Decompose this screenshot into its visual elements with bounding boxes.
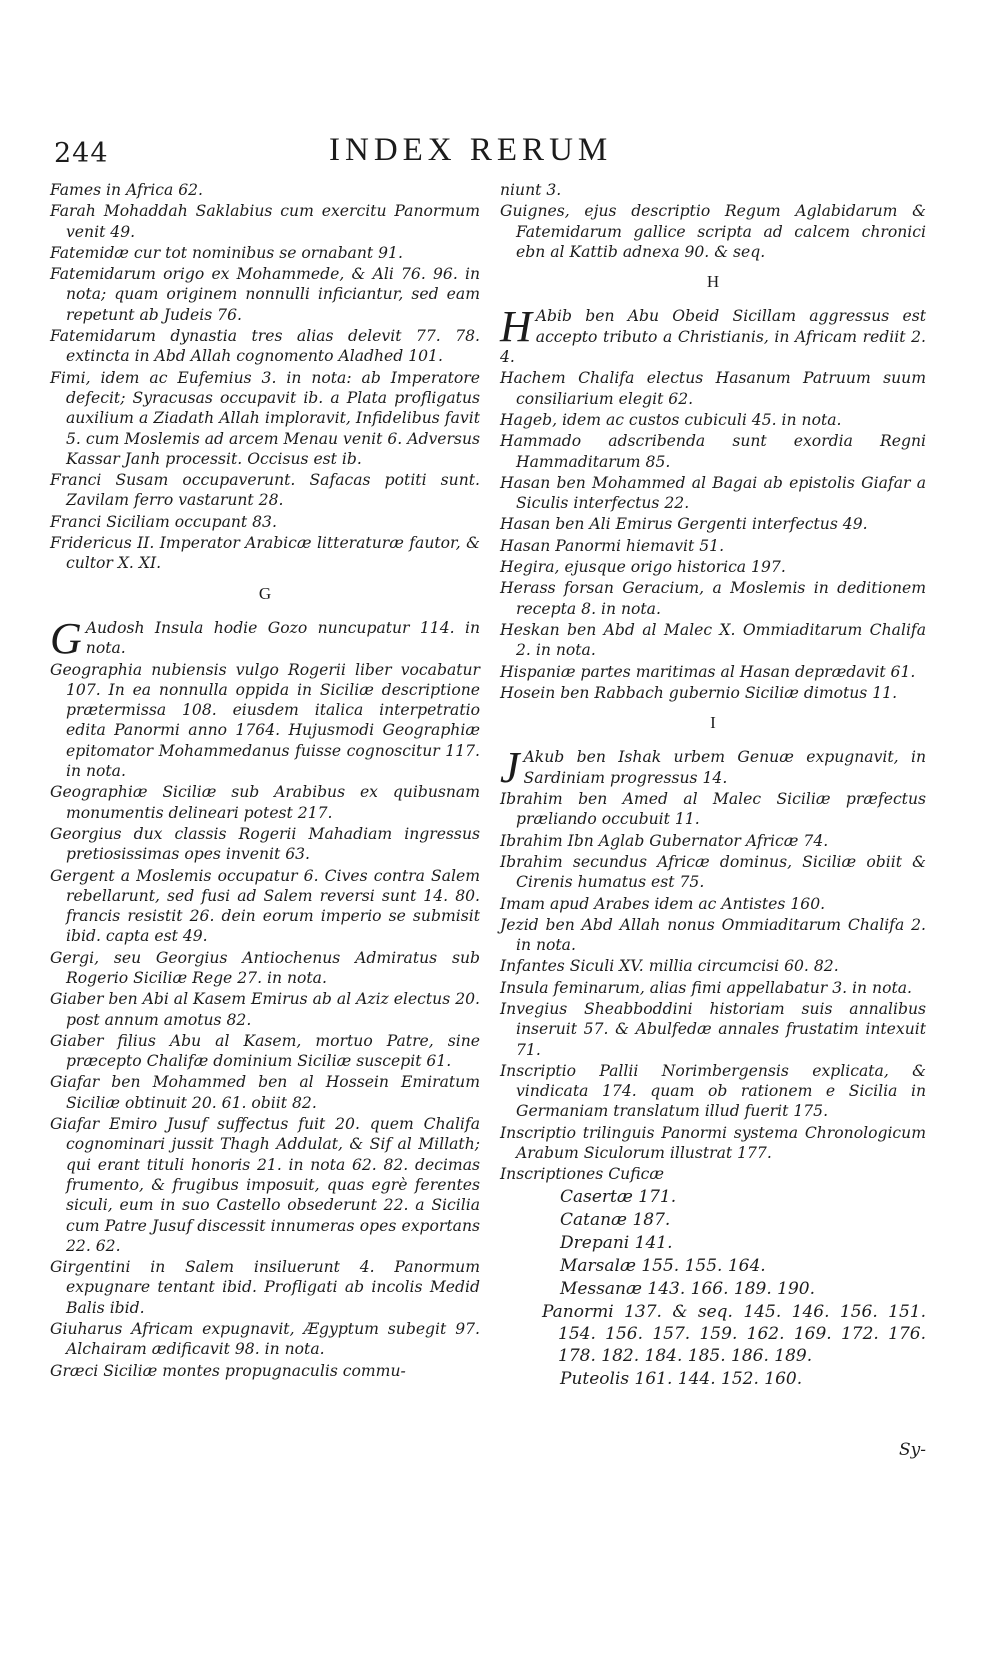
catchword: Sy-: [899, 1440, 926, 1460]
drop-cap: J: [500, 743, 520, 793]
right-column: [500, 180, 926, 1391]
index-entry-first-i: [500, 743, 926, 793]
section-g-continued: [500, 180, 926, 262]
index-entry-first-h: [500, 302, 926, 367]
index-entry: Inscriptio trilinguis Panormi systema Chronologicum Arabum Siculorum illustrat 177.: [500, 1123, 926, 1163]
index-entry: Fimi, idem ac Eufemius 3. in nota: ab Imperatore defecit; Syracusas occupavit ib. a Plata profligatus auxilium a Ziadath Allah imploravit, Infidelibus favit 5. cum Moslemis ad arcem Menau venit 6. Adversus Kassar Janh processit. Occisus est ib.: [50, 368, 480, 468]
section-f-entries: [50, 180, 480, 574]
index-entry: Franci Susam occupaverunt. Safacas potiti sunt. Zavilam ferro vastarunt 28.: [50, 471, 480, 510]
drop-cap: H: [500, 302, 532, 352]
page-header: [54, 132, 954, 176]
index-entry: Ibrahim secundus Africæ dominus, Siciliæ obiit & Cirenis humatus est 75.: [500, 852, 926, 892]
entry-text: Audosh Insula hodie Gozo nuncupatur 114. in nota.: [85, 618, 480, 658]
sub-entry: Puteolis 161. 144. 152. 160.: [560, 1368, 803, 1389]
index-entry: Geographia nubiensis vulgo Rogerii liber vocabatur 107. In ea nonnulla oppida in Siciliæ descriptione prætermissa 108. eiusdem italica interpetratio edita Panormi anno 1764. Hujusmodi Geographiæ epitomator Mohammedanus fuisse cognoscitur 117. in nota.: [50, 660, 480, 781]
index-entry: Hasan ben Mohammed al Bagai ab epistolis Giafar a Siculis interfectus 22.: [500, 473, 926, 513]
section-letter-h: H: [706, 272, 720, 292]
section-h-entries: [500, 368, 926, 703]
index-entry: Giafar Emiro Jusuf suffectus fuit 20. quem Chalifa cognominari jussit Thagh Addulat, & Sif al Millath; qui erant tituli honoris 21. in nota 62. 82. decimas frumento, & frugibus imposuit, quas egrè ferentes siculi, eum in suo Castello obsederunt 22. a Sicilia cum Patre Jusuf discessit innumeras opes exportans 22. 62.: [50, 1115, 480, 1255]
index-entry: Hageb, idem ac custos cubiculi 45. in nota.: [500, 410, 842, 429]
index-entry: Gergi, seu Georgius Antiochenus Admiratus sub Rogerio Siciliæ Rege 27. in nota.: [50, 948, 480, 987]
index-entry: Giaber ben Abi al Kasem Emirus ab al Aziz electus 20. post annum amotus 82.: [50, 990, 480, 1029]
index-entry: Fridericus II. Imperator Arabicæ litteraturæ fautor, & cultor X. XI.: [50, 534, 480, 573]
index-entry: Invegius Sheabboddini historiam suis annalibus inseruit 57. & Abulfedæ annales frustatim intexuit 71.: [500, 999, 926, 1059]
sub-entry: Marsalæ 155. 155. 164.: [560, 1255, 766, 1276]
sub-entry: Messanæ 143. 166. 189. 190.: [560, 1278, 815, 1299]
index-entry: Hegira, ejusque origo historica 197.: [500, 558, 786, 577]
index-entry: Guignes, ejus descriptio Regum Aglabidarum & Fatemidarum gallice scripta ad calcem chronici ebn al Kattib adnexa 90. & seq.: [500, 202, 926, 261]
page-number: 244: [54, 138, 109, 169]
index-entry: Jezid ben Abd Allah nonus Ommiaditarum Chalifa 2. in nota.: [500, 915, 926, 955]
drop-cap: G: [50, 613, 82, 663]
section-letter-g: G: [258, 583, 272, 603]
entry-text: Abib ben Abu Obeid Sicillam aggressus est accepto tributo a Christianis, in Africam rediit 2. 4.: [500, 307, 926, 367]
index-entry: Gergent a Moslemis occupatur 6. Cives contra Salem rebellarunt, sed fusi ad Salem reversi sunt 14. 80. francis resistit 26. dein eorum imperio se submisit ibid. capta est 49.: [50, 866, 480, 946]
index-entry: Hasan ben Ali Emirus Gergenti interfectus 49.: [500, 515, 868, 534]
index-entry: Franci Siciliam occupant 83.: [50, 512, 277, 531]
index-entry: Hasan Panormi hiemavit 51.: [500, 536, 725, 555]
index-entry: Infantes Siculi XV. millia circumcisi 60. 82.: [500, 957, 839, 976]
index-entry: Farah Mohaddah Saklabius cum exercitu Panormum venit 49.: [50, 202, 480, 241]
sub-entry: Panormi 137. & seq. 145. 146. 156. 151. 154. 156. 157. 159. 162. 169. 172. 176. 178. 182. 184. 185. 186. 189.: [542, 1301, 926, 1366]
index-entry: Hammado adscribenda sunt exordia Regni Hammaditarum 85.: [500, 432, 926, 471]
index-entry: Giuharus Africam expugnavit, Ægyptum subegit 97. Alchairam ædificavit 98. in nota.: [50, 1320, 480, 1359]
index-entry: Georgius dux classis Rogerii Mahadiam ingressus pretiosissimas opes invenit 63.: [50, 824, 480, 864]
index-entry: Insula feminarum, alias fimi appellabatur 3. in nota.: [500, 978, 912, 997]
section-i-entries: [500, 789, 926, 1185]
sub-entry: Casertæ 171.: [560, 1186, 677, 1207]
index-entry: Fatemidarum origo ex Mohammede, & Ali 76. 96. in nota; quam originem nonnulli inficiantur, sed eam repetunt ab Judeis 76.: [50, 265, 480, 324]
index-entry: Herass forsan Geracium, a Moslemis in deditionem recepta 8. in nota.: [500, 579, 926, 618]
index-entry: Ibrahim ben Amed al Malec Siciliæ præfectus præliando occubuit 11.: [500, 790, 926, 829]
index-entry-first-g: [50, 613, 480, 663]
index-entry: Girgentini in Salem insiluerunt 4. Panormum expugnare tentant ibid. Profligati ab incolis Medid Balis ibid.: [50, 1258, 480, 1317]
index-entry: Inscriptio Pallii Norimbergensis explicata, & vindicata 174. quam ob rationem e Sicilia in Germaniam translatum illud fuerit 175.: [500, 1061, 926, 1121]
section-g-entries: [50, 660, 480, 1381]
index-entry: Geographiæ Siciliæ sub Arabibus ex quibusnam monumentis delineari potest 217.: [50, 783, 480, 822]
running-title: INDEX RERUM: [329, 132, 613, 168]
section-letter-i: I: [710, 713, 716, 733]
index-entry-continued: niunt 3.: [500, 181, 562, 199]
index-entry: Giaber filius Abu al Kasem, mortuo Patre, sine præcepto Chalifæ dominium Siciliæ suscepit 61.: [50, 1031, 480, 1071]
index-entry: Heskan ben Abd al Malec X. Ommiaditarum Chalifa 2. in nota.: [500, 620, 926, 660]
index-entry: Fatemidæ cur tot nominibus se ornabant 91.: [50, 243, 403, 262]
sub-entry: Catanæ 187.: [560, 1209, 671, 1230]
index-entry: Hachem Chalifa electus Hasanum Patruum suum consiliarium elegit 62.: [500, 369, 926, 408]
left-column: [50, 180, 480, 1382]
index-entry: Fames in Africa 62.: [50, 181, 204, 199]
index-entry: Græci Siciliæ montes propugnaculis commu-: [50, 1361, 406, 1380]
inscriptiones-sublist: [500, 1186, 926, 1390]
index-entry: Inscriptiones Cuficæ: [500, 1165, 665, 1184]
index-entry: Ibrahim Ibn Aglab Gubernator Africæ 74.: [500, 831, 829, 850]
index-entry: Hosein ben Rabbach gubernio Siciliæ dimotus 11.: [500, 683, 898, 702]
entry-text: Akub ben Ishak urbem Genuæ expugnavit, in Sardiniam progressus 14.: [523, 748, 926, 787]
index-entry: Fatemidarum dynastia tres alias delevit 77. 78. extincta in Abd Allah cognomento Aladhed 101.: [50, 327, 480, 366]
index-entry: Hispaniæ partes maritimas al Hasan deprædavit 61.: [500, 662, 916, 681]
index-entry: Giafar ben Mohammed ben al Hossein Emiratum Siciliæ obtinuit 20. 61. obiit 82.: [50, 1073, 480, 1112]
index-entry: Imam apud Arabes idem ac Antistes 160.: [500, 894, 826, 913]
sub-entry: Drepani 141.: [560, 1232, 673, 1253]
